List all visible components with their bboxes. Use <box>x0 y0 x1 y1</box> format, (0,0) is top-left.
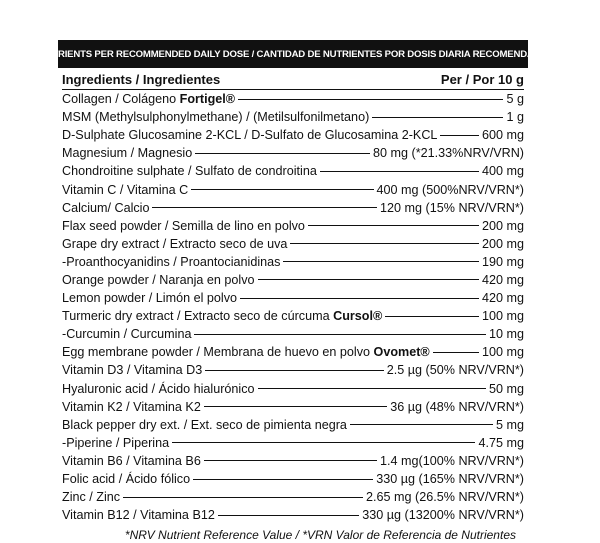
ingredient-amount: 5 g <box>506 92 524 107</box>
ingredient-amount: 100 mg <box>481 309 524 324</box>
leader-line <box>238 99 503 100</box>
ingredient-name-text: MSM (Methylsulphonylmethane) / (Metilsulfonilmetano) <box>62 110 370 125</box>
ingredient-name-text: Flax seed powder / Semilla de lino en polvo <box>62 218 305 233</box>
ingredient-name <box>62 506 215 524</box>
ingredient-name <box>62 108 369 126</box>
ingredient-name-text: D-Sulphate Glucosamine 2-KCL / D-Sulfato de Glucosamina 2-KCL <box>62 128 438 143</box>
ingredient-row <box>62 180 524 198</box>
ingredient-row <box>62 144 524 162</box>
ingredient-name <box>62 307 382 325</box>
ingredient-amount: 50 mg <box>488 381 524 396</box>
ingredient-name <box>62 416 347 434</box>
ingredient-row <box>62 470 524 488</box>
ingredient-name-text: Chondroitine sulphate / Sulfato de condroitina <box>62 164 317 179</box>
leader-line <box>283 261 479 262</box>
ingredient-name <box>62 199 149 217</box>
ingredient-row <box>62 488 524 506</box>
leader-line <box>193 479 373 480</box>
ingredient-name-text: Folic acid / Ácido fólico <box>62 472 191 487</box>
ingredient-name-text: Orange powder / Naranja en polvo <box>62 272 255 287</box>
leader-line <box>372 117 503 118</box>
ingredient-row <box>62 434 524 452</box>
leader-line <box>205 370 384 371</box>
ingredient-amount: 200 mg <box>481 218 524 233</box>
ingredient-name-text: Vitamin D3 / Vitamina D3 <box>62 363 203 378</box>
leader-line <box>290 243 479 244</box>
ingredient-name-text: Black pepper dry ext. / Ext. seco de pimienta negra <box>62 417 347 432</box>
ingredient-name <box>62 162 317 180</box>
table-header-bar <box>38 40 548 68</box>
ingredient-row <box>62 452 524 470</box>
ingredient-name-text: Hyaluronic acid / Ácido hialurónico <box>62 381 255 396</box>
ingredient-name-text: Zinc / Zinc <box>62 490 121 505</box>
ingredient-amount: 420 mg <box>481 291 524 306</box>
ingredient-amount: 330 µg (165% NRV/VRN*) <box>376 472 524 487</box>
brand-name: Ovomet® <box>373 345 430 360</box>
ingredient-amount: 420 mg <box>481 272 524 287</box>
ingredient-name-text: Collagen / Colágeno <box>62 92 180 107</box>
per-dose-column-label: Per / Por 10 g <box>440 72 524 87</box>
ingredient-amount: 100 mg <box>481 345 524 360</box>
ingredient-name-text: Egg membrane powder / Membrana de huevo en polvo <box>62 345 374 360</box>
ingredient-row <box>62 361 524 379</box>
ingredient-row <box>62 162 524 180</box>
leader-line <box>191 189 373 190</box>
brand-name: Cursol® <box>333 309 383 324</box>
ingredient-name-text: Vitamin K2 / Vitamina K2 <box>62 399 201 414</box>
ingredient-row <box>62 307 524 325</box>
ingredient-name <box>62 361 202 379</box>
ingredient-name-text: -Piperine / Piperina <box>62 435 170 450</box>
leader-line <box>258 388 486 389</box>
ingredient-amount: 1 g <box>506 110 524 125</box>
ingredient-name <box>62 452 201 470</box>
nutrition-panel <box>38 40 548 543</box>
ingredient-name <box>62 434 169 452</box>
ingredient-row <box>62 416 524 434</box>
leader-line <box>440 135 479 136</box>
ingredient-amount: 2.65 mg (26.5% NRV/VRN*) <box>366 490 524 505</box>
leader-line <box>258 279 479 280</box>
ingredient-name <box>62 488 120 506</box>
leader-line <box>172 442 475 443</box>
leader-line <box>218 515 359 516</box>
ingredient-name <box>62 470 190 488</box>
ingredient-amount: 1.4 mg(100% NRV/VRN*) <box>380 453 524 468</box>
ingredient-amount: 5 mg <box>496 417 524 432</box>
ingredient-amount: 400 mg <box>481 164 524 179</box>
ingredient-name-text: -Curcumin / Curcumina <box>62 327 192 342</box>
ingredient-row <box>62 235 524 253</box>
ingredient-name <box>62 90 235 108</box>
ingredient-name-text: Vitamin B6 / Vitamina B6 <box>62 453 201 468</box>
ingredient-name <box>62 126 437 144</box>
column-header-row <box>58 72 528 88</box>
ingredient-name <box>62 398 201 416</box>
ingredient-name <box>62 380 255 398</box>
leader-line <box>194 334 486 335</box>
leader-line <box>123 497 363 498</box>
ingredient-name <box>62 289 237 307</box>
ingredients-column-label: Ingredients / Ingredientes <box>62 72 221 87</box>
ingredient-row <box>62 343 524 361</box>
leader-line <box>308 225 479 226</box>
table-title: NUTRIENTS PER RECOMMENDED DAILY DOSE / CANTIDAD DE NUTRIENTES POR DOSIS DIARIA RECOMENDADA <box>38 48 548 60</box>
leader-line <box>433 352 479 353</box>
ingredient-row <box>62 108 524 126</box>
ingredient-amount: 330 µg (13200% NRV/VRN*) <box>362 508 524 523</box>
ingredient-name <box>62 181 188 199</box>
ingredient-row <box>62 90 524 108</box>
ingredient-row <box>62 199 524 217</box>
leader-line <box>204 460 377 461</box>
ingredient-row <box>62 253 524 271</box>
ingredient-name-text: -Proanthocyanidins / Proantocianidinas <box>62 254 281 269</box>
ingredient-name <box>62 325 191 343</box>
ingredient-row <box>62 126 524 144</box>
ingredient-name <box>62 253 280 271</box>
ingredient-amount: 4.75 mg <box>478 435 524 450</box>
leader-line <box>385 316 479 317</box>
ingredient-row <box>62 380 524 398</box>
ingredient-amount: 600 mg <box>481 128 524 143</box>
leader-line <box>195 153 370 154</box>
ingredient-row <box>62 325 524 343</box>
ingredient-row <box>62 506 524 524</box>
ingredient-name <box>62 271 255 289</box>
ingredient-name-text: Calcium/ Calcio <box>62 200 150 215</box>
leader-line <box>240 298 479 299</box>
ingredient-name-text: Magnesium / Magnesio <box>62 146 193 161</box>
leader-line <box>320 171 479 172</box>
ingredient-name-text: Lemon powder / Limón el polvo <box>62 291 238 306</box>
footnote: *NRV Nutrient Reference Value / *VRN Valor de Referencia de Nutrientes <box>124 528 516 543</box>
ingredient-amount: 400 mg (500%NRV/VRN*) <box>376 182 524 197</box>
leader-line <box>152 207 377 208</box>
ingredient-amount: 10 mg <box>488 327 524 342</box>
ingredient-name-text: Grape dry extract / Extracto seco de uva <box>62 236 288 251</box>
ingredient-name-text: Vitamin B12 / Vitamina B12 <box>62 508 215 523</box>
leader-line <box>204 406 387 407</box>
ingredient-row <box>62 289 524 307</box>
ingredient-amount: 36 µg (48% NRV/VRN*) <box>390 399 524 414</box>
ingredient-row <box>62 271 524 289</box>
ingredient-amount: 2.5 µg (50% NRV/VRN*) <box>386 363 524 378</box>
ingredient-row <box>62 217 524 235</box>
brand-name: Fortigel® <box>179 92 236 107</box>
ingredient-row <box>62 398 524 416</box>
ingredient-amount: 80 mg (*21.33%NRV/VRN) <box>373 146 524 161</box>
ingredient-amount: 190 mg <box>481 254 524 269</box>
leader-line <box>350 424 493 425</box>
ingredient-amount: 120 mg (15% NRV/VRN*) <box>380 200 524 215</box>
ingredient-name <box>62 217 305 235</box>
ingredient-amount: 200 mg <box>481 236 524 251</box>
ingredient-name-text: Turmeric dry extract / Extracto seco de cúrcuma <box>62 309 334 324</box>
ingredient-list <box>58 90 528 524</box>
ingredient-name <box>62 235 287 253</box>
ingredient-name-text: Vitamin C / Vitamina C <box>62 182 189 197</box>
ingredient-name <box>62 343 430 361</box>
ingredient-name <box>62 144 192 162</box>
